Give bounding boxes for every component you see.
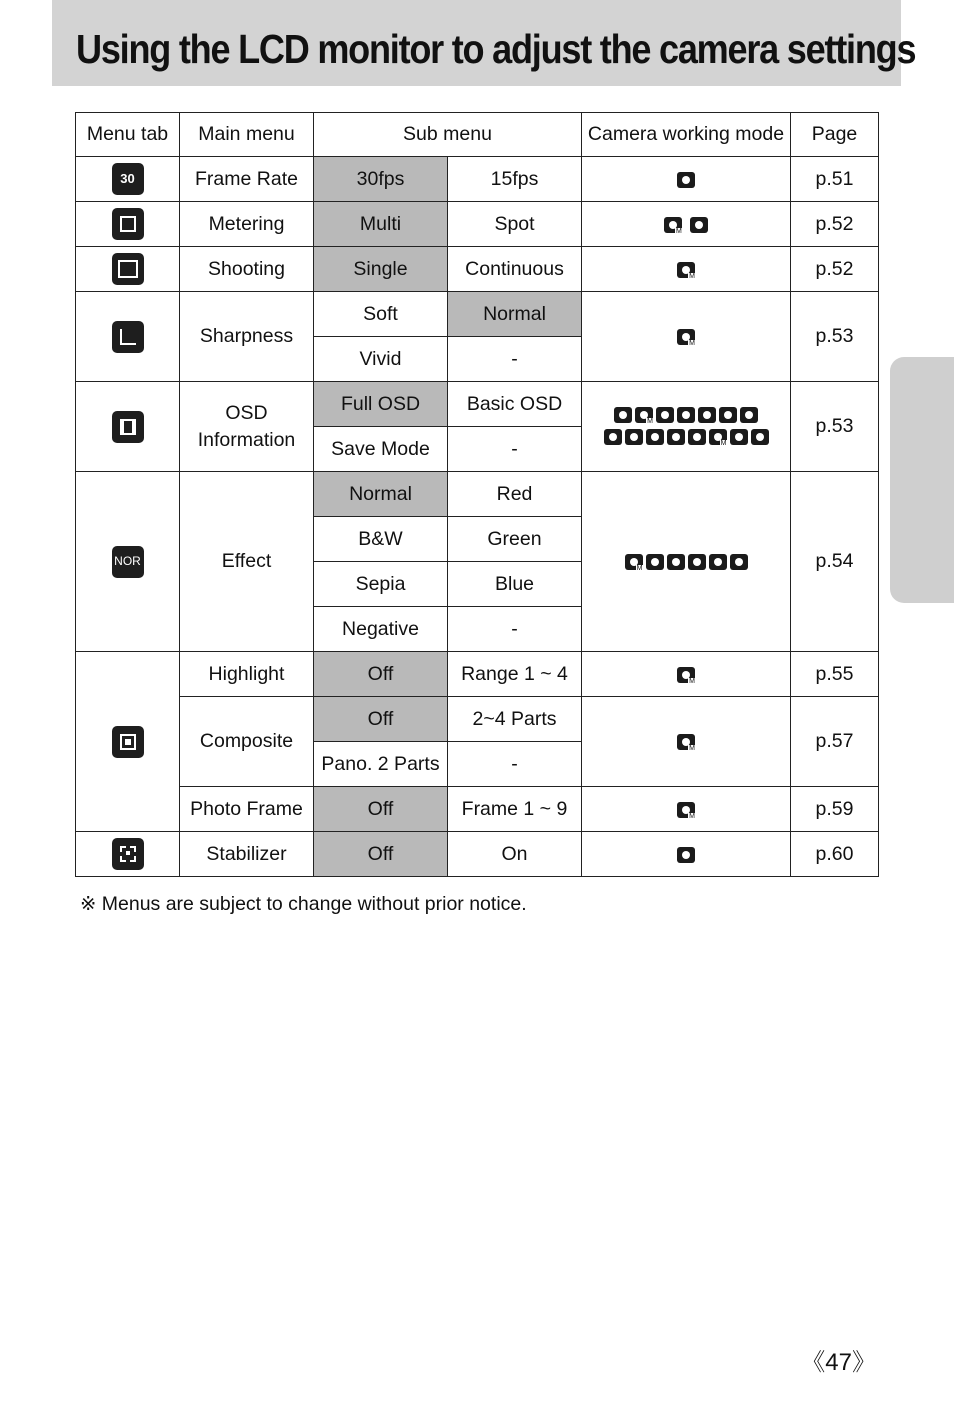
main-menu-highlight: Highlight bbox=[180, 652, 314, 697]
osd-icon bbox=[112, 411, 144, 443]
sub-option: Basic OSD bbox=[448, 382, 582, 427]
metering-icon bbox=[112, 208, 144, 240]
sub-option: B&W bbox=[314, 517, 448, 562]
manual-mode-icon bbox=[625, 554, 643, 570]
beach-snow-icon bbox=[751, 429, 769, 445]
table-row bbox=[76, 382, 879, 427]
table-row bbox=[76, 157, 879, 202]
page-ref: p.51 bbox=[791, 157, 879, 202]
table-row bbox=[76, 247, 879, 292]
camera-mode-cell bbox=[582, 202, 791, 247]
page-number: 《47》 bbox=[801, 1349, 876, 1376]
landscape-icon bbox=[604, 429, 622, 445]
sub-option: Single bbox=[314, 247, 448, 292]
shooting-icon bbox=[112, 253, 144, 285]
table-row bbox=[76, 697, 879, 742]
portrait-icon bbox=[740, 407, 758, 423]
camera-mode-cell bbox=[582, 247, 791, 292]
menu-tab-cell bbox=[76, 157, 180, 202]
sunset-icon bbox=[667, 429, 685, 445]
sub-option: Frame 1 ~ 9 bbox=[448, 787, 582, 832]
sub-option: 2~4 Parts bbox=[448, 697, 582, 742]
table-row bbox=[76, 652, 879, 697]
sub-option: - bbox=[448, 427, 582, 472]
sub-option: - bbox=[448, 607, 582, 652]
sub-option: Continuous bbox=[448, 247, 582, 292]
auto-mode-icon bbox=[614, 407, 632, 423]
page-ref: p.54 bbox=[791, 472, 879, 652]
sub-option: On bbox=[448, 832, 582, 877]
portrait-icon bbox=[688, 554, 706, 570]
menu-tab-cell bbox=[76, 472, 180, 652]
stabilizer-icon bbox=[112, 838, 144, 870]
sub-option: Normal bbox=[314, 472, 448, 517]
camera-mode-cell bbox=[582, 382, 791, 472]
main-menu-shooting: Shooting bbox=[180, 247, 314, 292]
main-menu-composite: Composite bbox=[180, 697, 314, 787]
sub-option: Normal bbox=[448, 292, 582, 337]
menu-tab-cell bbox=[76, 382, 180, 472]
header-row bbox=[76, 113, 879, 157]
main-menu-effect: Effect bbox=[180, 472, 314, 652]
sub-option: Blue bbox=[448, 562, 582, 607]
camera-mode-cell bbox=[582, 652, 791, 697]
page-ref: p.52 bbox=[791, 247, 879, 292]
header-page: Page bbox=[791, 113, 879, 157]
text-icon bbox=[646, 429, 664, 445]
sub-option: Negative bbox=[314, 607, 448, 652]
sub-option: Pano. 2 Parts bbox=[314, 742, 448, 787]
movie-mode-icon bbox=[690, 217, 708, 233]
fireworks-icon bbox=[730, 429, 748, 445]
dawn-icon bbox=[688, 429, 706, 445]
main-menu-sharpness: Sharpness bbox=[180, 292, 314, 382]
camera-mode-cell bbox=[582, 472, 791, 652]
title-bar bbox=[52, 0, 916, 86]
page-ref: p.52 bbox=[791, 202, 879, 247]
sub-option: Save Mode bbox=[314, 427, 448, 472]
menu-tab-cell bbox=[76, 247, 180, 292]
page-title: Using the LCD monitor to adjust the camera settings bbox=[76, 26, 916, 72]
movie-mode-icon bbox=[677, 847, 695, 863]
header-sub-menu: Sub menu bbox=[314, 113, 582, 157]
sub-option: Soft bbox=[314, 292, 448, 337]
sub-option: Vivid bbox=[314, 337, 448, 382]
menu-tab-cell bbox=[76, 832, 180, 877]
camera-mode-cell bbox=[582, 697, 791, 787]
page-ref: p.57 bbox=[791, 697, 879, 787]
sub-option: 15fps bbox=[448, 157, 582, 202]
sub-option: - bbox=[448, 742, 582, 787]
page-ref: p.60 bbox=[791, 832, 879, 877]
header-menu-tab: Menu tab bbox=[76, 113, 180, 157]
page-ref: p.59 bbox=[791, 787, 879, 832]
manual-mode-icon bbox=[677, 329, 695, 345]
sub-option: 30fps bbox=[314, 157, 448, 202]
sub-option: Spot bbox=[448, 202, 582, 247]
camera-mode-cell bbox=[582, 292, 791, 382]
scene-sf-icon bbox=[677, 407, 695, 423]
self-portrait-icon bbox=[667, 554, 685, 570]
macro-icon bbox=[730, 554, 748, 570]
movie-mode-icon bbox=[656, 407, 674, 423]
sub-option: Sepia bbox=[314, 562, 448, 607]
header-main-menu: Main menu bbox=[180, 113, 314, 157]
camera-mode-cell bbox=[582, 832, 791, 877]
sub-option: Red bbox=[448, 472, 582, 517]
side-section-tab bbox=[890, 357, 954, 603]
table-row bbox=[76, 292, 879, 337]
manual-mode-icon bbox=[677, 802, 695, 818]
table-row bbox=[76, 787, 879, 832]
effect-icon: NOR bbox=[112, 546, 144, 578]
main-menu-stabilizer: Stabilizer bbox=[180, 832, 314, 877]
movie-mode-icon bbox=[646, 554, 664, 570]
camera-mode-cell bbox=[582, 157, 791, 202]
menu-tab-cell bbox=[76, 652, 180, 832]
macro-icon bbox=[625, 429, 643, 445]
manual-mode-icon bbox=[677, 667, 695, 683]
landscape-icon bbox=[709, 554, 727, 570]
manual-mode-icon bbox=[664, 217, 682, 233]
sub-option: Off bbox=[314, 787, 448, 832]
menu-tab-cell bbox=[76, 202, 180, 247]
manual-mode-icon bbox=[635, 407, 653, 423]
manual-mode-icon bbox=[677, 734, 695, 750]
main-menu-osd: OSD Information bbox=[180, 382, 314, 472]
sub-option: Multi bbox=[314, 202, 448, 247]
main-menu-frame-rate: Frame Rate bbox=[180, 157, 314, 202]
self-portrait-icon bbox=[719, 407, 737, 423]
table-row bbox=[76, 832, 879, 877]
page-ref: p.53 bbox=[791, 292, 879, 382]
header-camera-mode: Camera working mode bbox=[582, 113, 791, 157]
sub-option: Off bbox=[314, 652, 448, 697]
frame-rate-icon: 30 bbox=[112, 163, 144, 195]
backlight-icon bbox=[709, 429, 727, 445]
settings-table bbox=[75, 112, 879, 877]
table-row bbox=[76, 472, 879, 517]
movie-mode-icon bbox=[677, 172, 695, 188]
special-effect-icon bbox=[112, 726, 144, 758]
footnote: ※ Menus are subject to change without prior notice. bbox=[80, 893, 527, 915]
sharpness-icon bbox=[112, 321, 144, 353]
manual-mode-icon bbox=[677, 262, 695, 278]
menu-tab-cell bbox=[76, 292, 180, 382]
sub-option: Off bbox=[314, 832, 448, 877]
sub-option: - bbox=[448, 337, 582, 382]
page-ref: p.53 bbox=[791, 382, 879, 472]
sub-option: Range 1 ~ 4 bbox=[448, 652, 582, 697]
main-menu-photo-frame: Photo Frame bbox=[180, 787, 314, 832]
sub-option: Green bbox=[448, 517, 582, 562]
camera-mode-cell bbox=[582, 787, 791, 832]
sub-option: Full OSD bbox=[314, 382, 448, 427]
main-menu-metering: Metering bbox=[180, 202, 314, 247]
sub-option: Off bbox=[314, 697, 448, 742]
night-scene-icon bbox=[698, 407, 716, 423]
table-row bbox=[76, 202, 879, 247]
page-ref: p.55 bbox=[791, 652, 879, 697]
